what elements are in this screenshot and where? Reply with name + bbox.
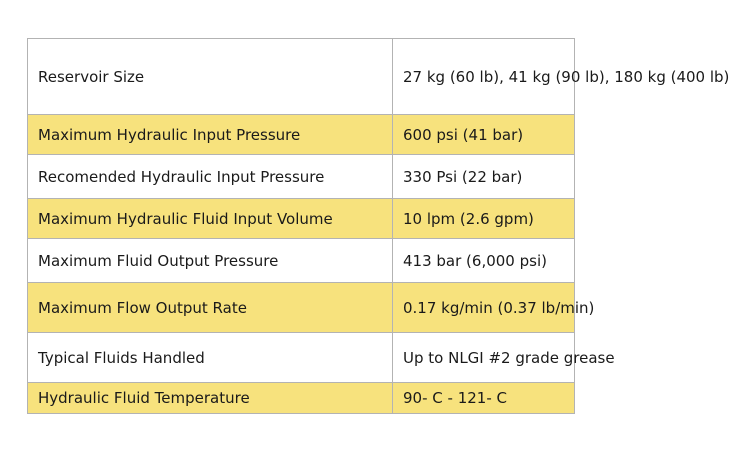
spec-label: Maximum Hydraulic Input Pressure (28, 115, 393, 155)
spec-label: Reservoir Size (28, 39, 393, 115)
spec-value: 90- C - 121- C (393, 383, 575, 414)
table-row-max-fluid-output-pressure (28, 239, 575, 283)
table-row-max-hydraulic-fluid-input-volume (28, 199, 575, 239)
spec-label: Maximum Flow Output Rate (28, 283, 393, 333)
spec-label: Maximum Fluid Output Pressure (28, 239, 393, 283)
spec-label: Typical Fluids Handled (28, 333, 393, 383)
specifications-table (27, 38, 729, 414)
table-row-reservoir-size (28, 39, 575, 115)
spec-value: 330 Psi (22 bar) (393, 155, 575, 199)
spec-label: Recomended Hydraulic Input Pressure (28, 155, 393, 199)
spec-label: Maximum Hydraulic Fluid Input Volume (28, 199, 393, 239)
spec-value: 10 lpm (2.6 gpm) (393, 199, 575, 239)
spec-value: 0.17 kg/min (0.37 lb/min) (393, 283, 575, 333)
table-row-max-hydraulic-input-pressure (28, 115, 575, 155)
spec-label: Hydraulic Fluid Temperature (28, 383, 393, 414)
spec-value: Up to NLGI #2 grade grease (393, 333, 575, 383)
table-row-recommended-hydraulic-input-pressure (28, 155, 575, 199)
table-row-typical-fluids-handled (28, 333, 575, 383)
spec-value: 600 psi (41 bar) (393, 115, 575, 155)
table-row-hydraulic-fluid-temperature (28, 383, 575, 414)
table-row-max-flow-output-rate (28, 283, 575, 333)
spec-value: 413 bar (6,000 psi) (393, 239, 575, 283)
spec-value: 27 kg (60 lb), 41 kg (90 lb), 180 kg (400 lb) (393, 39, 575, 115)
